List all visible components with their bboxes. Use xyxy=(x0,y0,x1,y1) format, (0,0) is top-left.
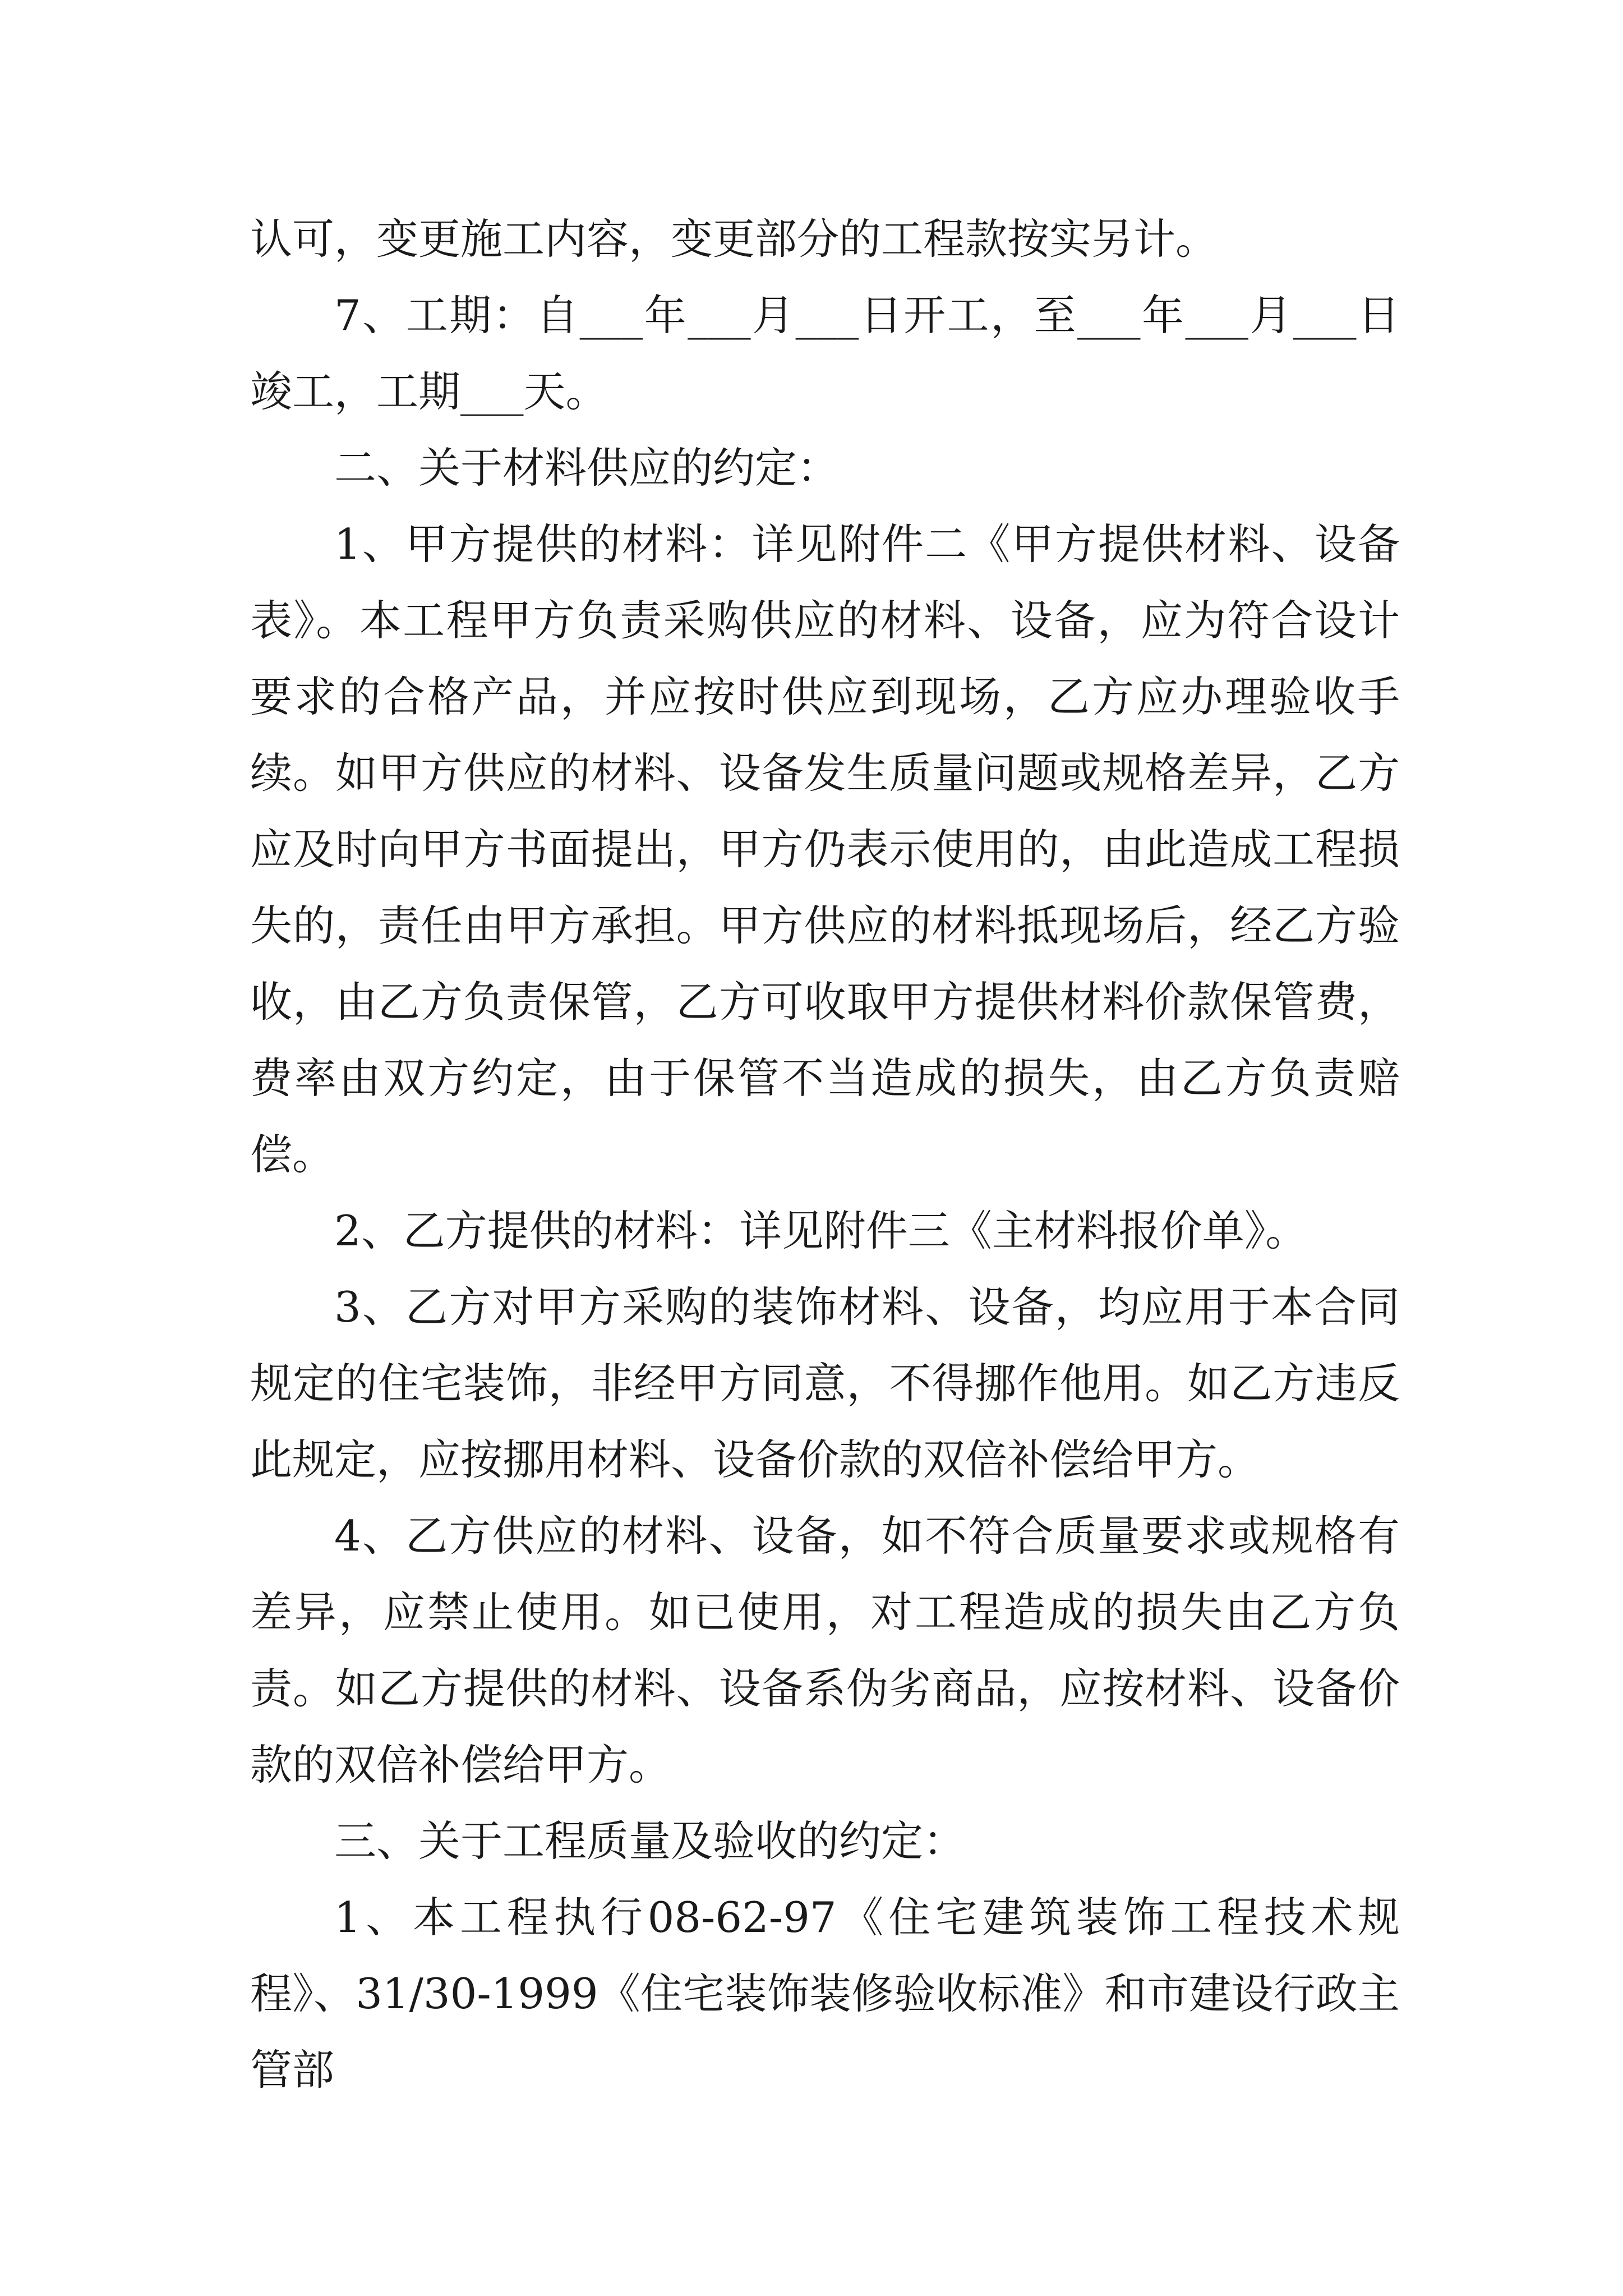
paragraph-4: 2、乙方提供的材料：详见附件三《主材料报价单》。 xyxy=(334,1206,1308,1255)
paragraph-1: 7、工期：自___年___月___日开工，至___年___月___日竣工，工期___天。 xyxy=(250,291,1400,416)
section-heading-quality: 三、关于工程质量及验收的约定： xyxy=(334,1816,966,1866)
paragraph-0: 认可，变更施工内容，变更部分的工程款按实另计。 xyxy=(250,214,1218,264)
paragraph-6: 4、乙方供应的材料、设备，如不符合质量要求或规格有差异，应禁止使用。如已使用，对工程造成的损失由乙方负责。如乙方提供的材料、设备系伪劣商品，应按材料、设备价款的双倍补偿给甲方。 xyxy=(250,1511,1400,1789)
section-heading-materials: 二、关于材料供应的约定： xyxy=(334,443,840,493)
body-text xyxy=(250,201,1400,2108)
paragraph-5: 3、乙方对甲方采购的装饰材料、设备，均应用于本合同规定的住宅装饰，非经甲方同意，不得挪作他用。如乙方违反此规定，应按挪用材料、设备价款的双倍补偿给甲方。 xyxy=(250,1282,1400,1484)
paragraph-8: 1、本工程执行08-62-97《住宅建筑装饰工程技术规程》、31/30-1999《住宅装饰装修验收标准》和市建设行政主管部 xyxy=(250,1893,1400,2095)
paragraph-3: 1、甲方提供的材料：详见附件二《甲方提供材料、设备表》。本工程甲方负责采购供应的材料、设备，应为符合设计要求的合格产品，并应按时供应到现场，乙方应办理验收手续。如甲方供应的材料、设备发生质量问题或规格差异，乙方应及时向甲方书面提出，甲方仍表示使用的，由此造成工程损失的，责任由甲方承担。甲方供应的材料抵现场后，经乙方验收，由乙方负责保管，乙方可收取甲方提供材料价款保管费，费率由双方约定，由于保管不当造成的损失，由乙方负责赔偿。 xyxy=(250,519,1400,1179)
